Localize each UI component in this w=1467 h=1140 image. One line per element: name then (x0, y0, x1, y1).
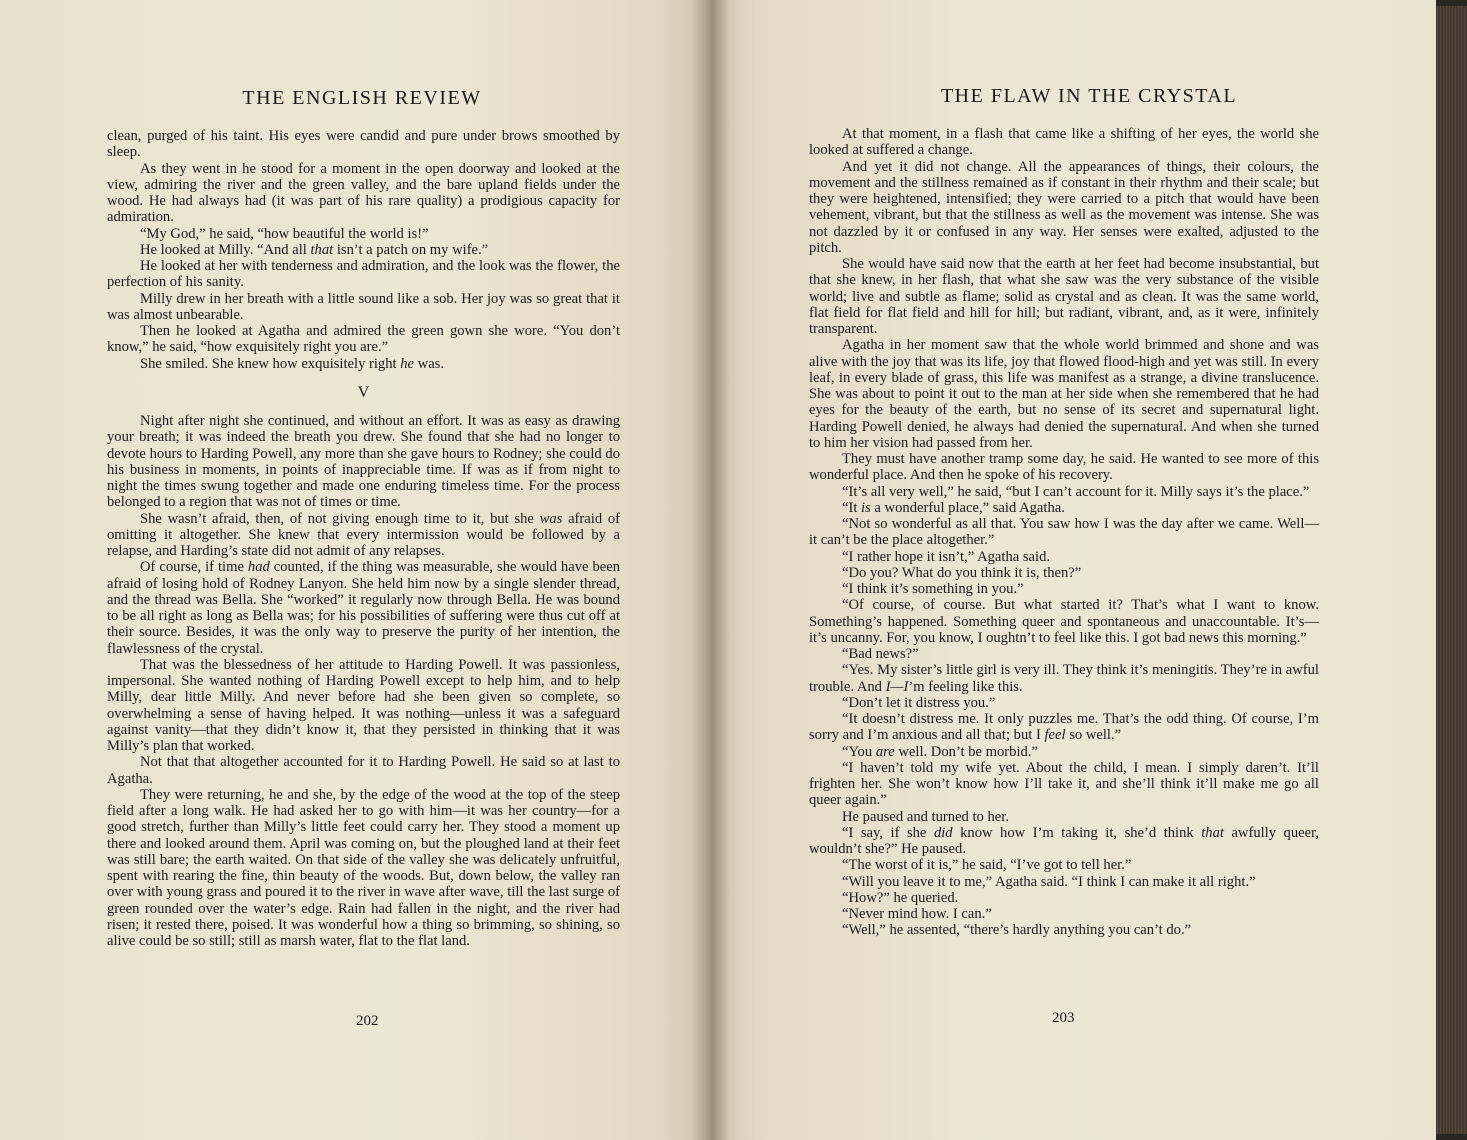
section-number: V (357, 383, 370, 401)
text-run: ’m feeling like this. (908, 678, 1023, 695)
paragraph: They must have another tramp some day, he said. He wanted to see more of this wonderful place. And then he spoke of his recovery. (809, 451, 1319, 484)
italic-text: had (247, 559, 270, 576)
text-run: “You (842, 743, 876, 760)
text-run: “It (842, 499, 862, 516)
text-run: a wonderful place,” said Agatha. (870, 499, 1065, 516)
paragraph: “The worst of it is,” he said, “I’ve got to tell her.” (842, 857, 1132, 874)
italic-text: that (310, 241, 334, 258)
italic-text: feel (1044, 727, 1066, 744)
left-paragraphs-after (107, 413, 620, 949)
paragraph (809, 500, 1319, 516)
paragraph: As they went in he stood for a moment in the open doorway and looked at the view, admiring the river and the green valley, and the bare upland fields under the wood. He had always had (it was part of his rare quality) a prodigious capacity for admiration. (107, 160, 620, 226)
paragraph: “Never mind how. I can.” (842, 906, 992, 922)
text-run: know how I’m taking it, she’d think (952, 824, 1202, 841)
left-page-number: 202 (356, 1013, 379, 1029)
paragraph: “Don’t let it distress you.” (842, 694, 996, 711)
text-run: so well.” (1065, 727, 1122, 744)
paragraph: “I rather hope it isn’t,” Agatha said. (842, 548, 1051, 565)
paragraph: She would have said now that the earth at her feet had become insubstantial, but that she knew, in her flash, that what she saw was the very substance of the visible world; live and subtle as flame; solid as crystal and as clean. It was the same world, flat field for flat field and hill for hill; but radiant, vibrant, and, as it were, infinitely transparent. (809, 256, 1319, 337)
gutter-shadow (690, 0, 730, 1140)
text-run: “I say, if she (842, 824, 934, 841)
paragraph (809, 744, 1319, 760)
paragraph: “I think it’s something in you.” (842, 581, 1024, 597)
paragraph: Night after night she continued, and without an effort. It was as easy as drawing your breath; it was indeed the breath you drew. She found that she had no longer to devote hours to Harding Powell, any more than she gave hours to Rodney; she could do his business in moments, in points of inappreciable time. If was as if from night to night the times swung together and made one enduring timeless time. For the process belonged to a region that was not of times or time. (107, 413, 620, 511)
text-run: She wasn’t afraid, then, of not giving enough time to it, but she (140, 510, 540, 527)
paragraph (809, 711, 1319, 744)
text-run: was. (414, 355, 445, 372)
text-run: “It doesn’t distress me. It only puzzles me. That’s the odd thing. Of course, I’m sorry and I’m anxious and all that; but I (809, 711, 1319, 744)
right-page (712, 0, 1436, 1140)
paragraph: “Not so wonderful as all that. You saw how I was the day after we came. Well—it can’t be the place altogether.” (809, 516, 1319, 549)
italic-text: are (875, 743, 895, 760)
left-page (0, 0, 712, 1140)
paragraph: They were returning, he and she, by the edge of the wood at the top of the steep field after a long walk. He had asked her to go with him—it was her country—for a good stretch, further than Milly’s little feet could carry her. They stood a moment up there and looked around them. April was coming on, but the ploughed land at their feet was still bare; the earth waited. On that side of the valley she was delicately unfruitful, spent with rearing the fine, thin beauty of the woods. But, down below, the valley ran over with young grass and poured it to the river in wave after wave, till the last surge of green rounded over the water’s edge. Rain had fallen in the night, and the river had risen; it rested there, poised. It was wonderful how a thing so brimming, so shining, so alive could be so still; still as marsh water, flat to the flat land. (107, 786, 620, 949)
right-paragraphs (809, 126, 1319, 939)
page-edges (1436, 6, 1467, 1134)
right-running-head: THE FLAW IN THE CRYSTAL (940, 85, 1238, 107)
paragraph: At that moment, in a flash that came like a shifting of her eyes, the world she looked at suffered a change. (809, 126, 1319, 159)
italic-text: I—I (885, 678, 909, 695)
right-body-text (809, 126, 1319, 939)
paragraph: “Of course, of course. But what started it? That’s what I want to know. Something’s happened. Something queer and spontaneous and unaccountable. It’s—it’s uncanny. For, you know, I oughtn’t to feel like this. I got bad news this morning.” (809, 597, 1319, 646)
paragraph: “Do you? What do you think it is, then?” (842, 564, 1082, 581)
italic-text: did (933, 824, 953, 841)
paragraph (107, 511, 620, 560)
paragraph: Milly drew in her breath with a little sound like a sob. Her joy was so great that it was almost unbearable. (107, 290, 620, 323)
paragraph: He looked at her with tenderness and admiration, and the look was the flower, the perfection of his sanity. (107, 258, 620, 291)
italic-text: that (1201, 824, 1224, 841)
right-page-number: 203 (1052, 1010, 1075, 1026)
paragraph: He paused and turned to her. (842, 808, 1009, 825)
left-paragraphs-before (107, 128, 620, 372)
paragraph: “Will you leave it to me,” Agatha said. “I think I can make it all right.” (842, 873, 1256, 890)
paragraph: “How?” he queried. (842, 889, 959, 906)
paragraph: “I haven’t told my wife yet. About the child, I mean. I simply daren’t. It’ll frighten her. She won’t know how I’ll take it, and she’ll think it’ll make me go all queer again.” (809, 759, 1319, 809)
paragraph: That was the blessedness of her attitude to Harding Powell. It was passionless, impersonal. She wanted nothing of Harding Powell except to help him, and to help Milly, dear little Milly. And never before had she been given so complete, so overwhelming a sense of having helped. It was nothing—unless it was a safeguard against vanity—that they didn’t know it, that they persisted in thinking that it was Milly’s plan that worked. (107, 656, 620, 754)
text-run: isn’t a patch on my wife.” (333, 241, 489, 258)
paragraph (809, 825, 1319, 858)
paragraph: And yet it did not change. All the appearances of things, their colours, the movement and the stillness remained as if constant in their rhythm and their scale; but they were heightened, intensified; they were carried to a pitch that would have been vehement, vibrant, but that the stillness as well as the movement was intense. She was not dazzled by it or confused in any way. Her senses were exalted, adjusted to the pitch. (809, 158, 1319, 256)
paragraph (107, 356, 620, 372)
text-run: well. Don’t be morbid.” (894, 743, 1038, 760)
italic-text: was (539, 510, 563, 527)
text-run: awfully queer, wouldn’t she?” He paused. (809, 824, 1320, 857)
italic-text: he (400, 355, 415, 372)
text-run: Of course, if time (140, 559, 248, 576)
text-run: counted, if the thing was measurable, she would have been afraid of losing hold of Rodney Lanyon. She held him now by a single slender thread, and the thread was Bella. She “worked” it regularly now through Bella. He was bound to be all right as long as Bella was; for his possibilities of suffering were thus cut off at their source. Besides, it was the only way to preserve the purity of her intention, the flawlessness of the crystal. (107, 559, 620, 657)
paragraph: Not that that altogether accounted for it to Harding Powell. He said so at last to Agatha. (107, 754, 620, 787)
paragraph (107, 242, 620, 258)
text-run: He looked at Milly. “And all (140, 241, 311, 258)
text-run: She smiled. She knew how exquisitely right (140, 355, 401, 372)
left-body-text (107, 128, 620, 949)
left-running-head: THE ENGLISH REVIEW (242, 87, 482, 109)
paragraph: “It’s all very well,” he said, “but I can’t account for it. Milly says it’s the place.” (842, 483, 1310, 500)
text-run: afraid of omitting it altogether. She knew that every intermission would be followed by a relapse, and Harding’s state did not admit of any relapses. (107, 510, 620, 559)
paragraph (107, 559, 620, 657)
paragraph: Agatha in her moment saw that the whole world brimmed and shone and was alive with the joy that was its life, joy that flowed flood-high and yet was still. In every leaf, in every blade of grass, this life was manifest as a strange, a divine translucence. She was about to point it out to the man at her side when she remembered that he had eyes for the beauty of the earth, but no sense of its secret and supernatural light. Harding Powell denied, he always had denied the supernatural. And when she turned to him her vision had passed from her. (809, 337, 1319, 451)
paragraph: “My God,” he said, “how beautiful the world is!” (140, 225, 429, 242)
paragraph: clean, purged of his taint. His eyes were candid and pure under brows smoothed by sleep. (107, 128, 620, 161)
italic-text: is (861, 499, 871, 516)
text-run: “Yes. My sister’s little girl is very ill. They think it’s meningitis. They’re in awful trouble. And (809, 662, 1319, 695)
paragraph: “Bad news?” (842, 646, 919, 662)
paragraph (809, 662, 1319, 695)
paragraph: Then he looked at Agatha and admired the green gown she wore. “You don’t know,” he said, “how exquisitely right you are.” (107, 323, 620, 356)
paragraph: “Well,” he assented, “there’s hardly anything you can’t do.” (842, 922, 1192, 939)
